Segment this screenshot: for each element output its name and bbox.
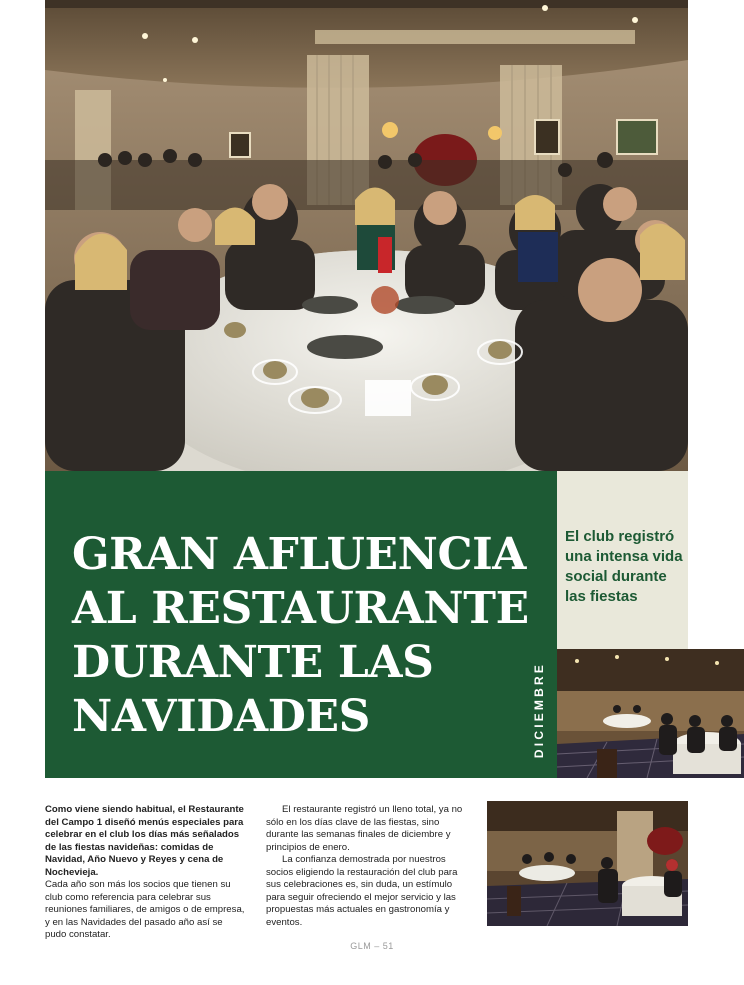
title-block xyxy=(45,471,557,778)
body-paragraph: Cada año son más los socios que tienen su club como referencia para celebrar sus reuniones familiares, de amigos o de empresa, y en las Navidades del pasado año así se pudo constatar. xyxy=(45,879,245,940)
text-column-1 xyxy=(45,804,245,942)
page-folio: GLM – 51 xyxy=(350,941,394,951)
text-column-2 xyxy=(266,804,466,929)
hero-photo xyxy=(45,0,688,471)
body-paragraph: El restaurante registró un lleno total, ya no sólo en los días clave de las fiestas, sino durante las semanas finales de diciembre y principios de enero. xyxy=(266,804,463,853)
subtitle-box xyxy=(557,471,688,649)
section-tag xyxy=(530,654,548,766)
body-paragraph: La confianza demostrada por nuestros socios eligiendo la restauración del club para sus celebraciones es, sin duda, un estímulo para seguir ofreciendo el mejor servicio y las propuestas más actuales en gastronomía y eventos. xyxy=(266,854,458,928)
dining-room-photo xyxy=(557,649,744,778)
article-subtitle: El club registró una intensa vida social durante las fiestas xyxy=(565,528,683,605)
section-tag-label: DICIEMBRE xyxy=(532,661,546,759)
lead-paragraph: Como viene siendo habitual, el Restaurante del Campo 1 diseñó menús especiales para celebrar en el club los días más señalados de las fiestas navideñas: comidas de Navidad, Año Nuevo y Reyes y cena de Nochevieja. xyxy=(45,804,244,878)
article-title: GRAN AFLUENCIA AL RESTAURANTE DURANTE LAS NAVIDADES xyxy=(72,529,529,742)
diners-photo xyxy=(487,801,688,926)
